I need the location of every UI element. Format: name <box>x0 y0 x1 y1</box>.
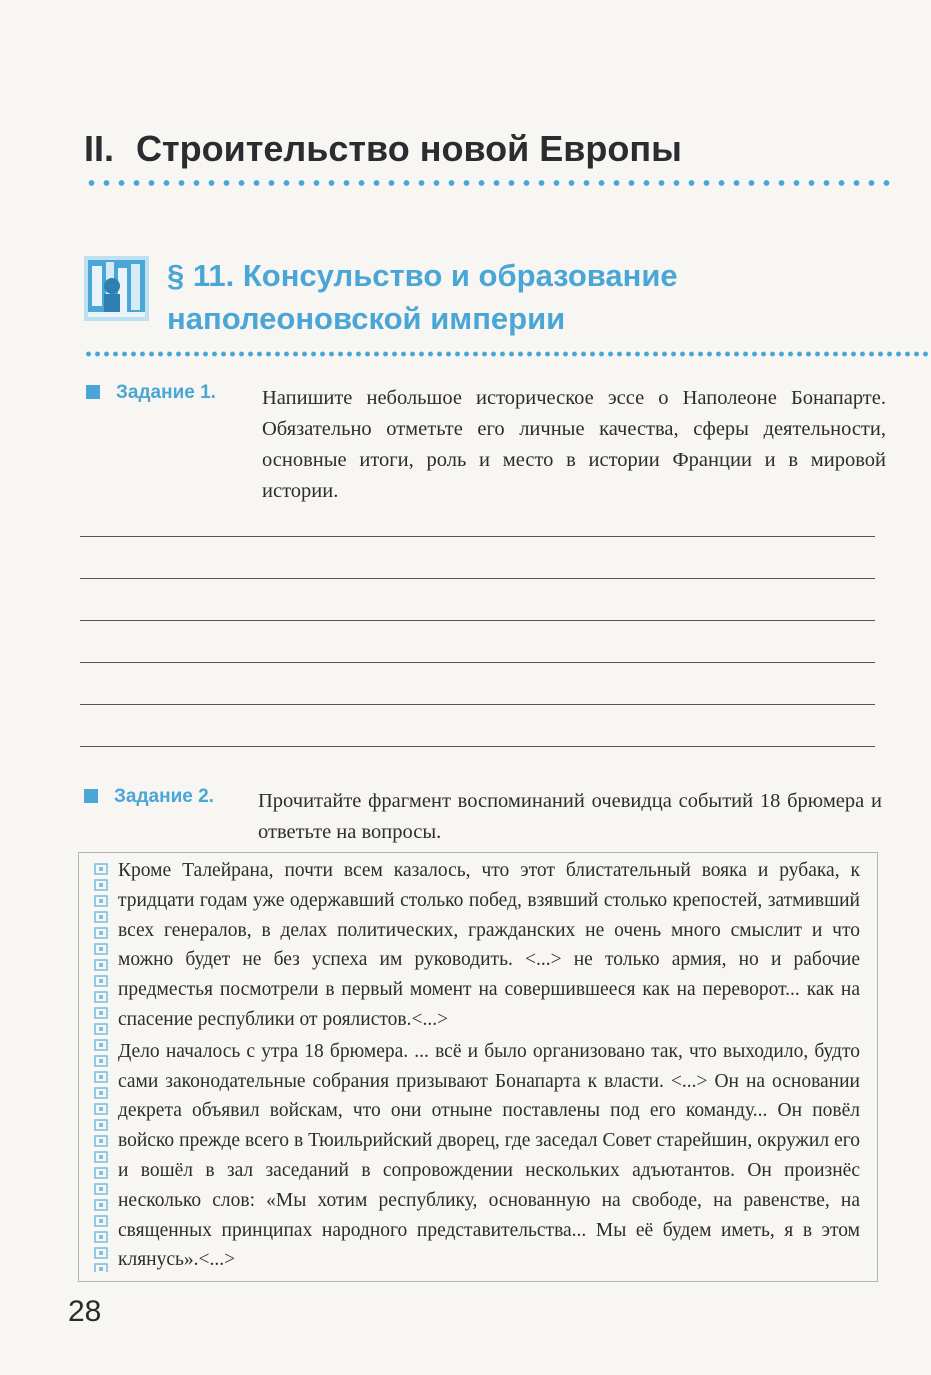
task1-label-text: Задание 1. <box>116 382 216 403</box>
section-title <box>167 254 678 340</box>
answer-line[interactable] <box>80 746 875 747</box>
answer-line[interactable] <box>80 662 875 663</box>
excerpt-paragraph: Дело началось с утра 18 брюмера. ... всё и было организовано так, что выходило, будто сами законодательные собрания призывают Бонапарта к власти. <...> Он на основании декрета объявил войскам, что они отныне поставлены под его команду... Он повёл войско прежде всего в Тюильрийский дворец, где заседал Совет старейшин, окружил его и вошёл в зал заседаний в сопровождении нескольких адъютантов. Он произнёс несколько слов: «Мы хотим республику, основанную на свободе, на равенстве, на священных принципах народного представительства... Мы её будем иметь, я в этом клянусь».<...> <box>118 1040 860 1271</box>
excerpt-paragraph: Кроме Талейрана, почти всем казалось, что этот блистательный вояка и рубака, к тридцати годам уже одержавший столько побед, взявший столько крепостей, затмивший всех генералов, в делах политических, гражданских не очень много смыслит и что можно будет не без успеха им руководить. <...> не только армия, но и рабочие предместья посмотрели в первый момент на совершившееся как на переворот... как на спасение республики от роялистов.<...> <box>118 860 860 1030</box>
page-number: 28 <box>68 1295 102 1328</box>
ornament-border-icon <box>92 862 110 1272</box>
section-title-line1: § 11. Консульство и образование <box>167 258 678 293</box>
chapter-name: Строительство новой Европы <box>136 128 682 169</box>
excerpt-text <box>118 856 860 1275</box>
chapter-number: II. <box>84 128 115 169</box>
engraving-illustration-icon <box>84 256 149 321</box>
square-bullet-icon <box>84 789 98 803</box>
task2-label-text: Задание 2. <box>114 786 214 807</box>
answer-line[interactable] <box>80 578 875 579</box>
answer-line[interactable] <box>80 620 875 621</box>
answer-line[interactable] <box>80 536 875 537</box>
square-bullet-icon <box>86 385 100 399</box>
chapter-title <box>84 128 682 170</box>
section-divider <box>84 350 931 358</box>
task1-label <box>86 382 216 404</box>
task2-text: Прочитайте фрагмент воспоминаний очевидца событий 18 брюмера и ответьте на вопросы. <box>258 790 882 843</box>
task2-label <box>84 786 214 808</box>
task1-text: Напишите небольшое историческое эссе о Наполеоне Бонапарте. Обязательно отметьте его личные качества, сферы деятельности, основные итоги, роль и место в истории Франции и в мировой истории. <box>262 387 886 502</box>
answer-line[interactable] <box>80 704 875 705</box>
chapter-divider <box>84 179 890 187</box>
section-title-line2: наполеоновской империи <box>167 301 566 336</box>
